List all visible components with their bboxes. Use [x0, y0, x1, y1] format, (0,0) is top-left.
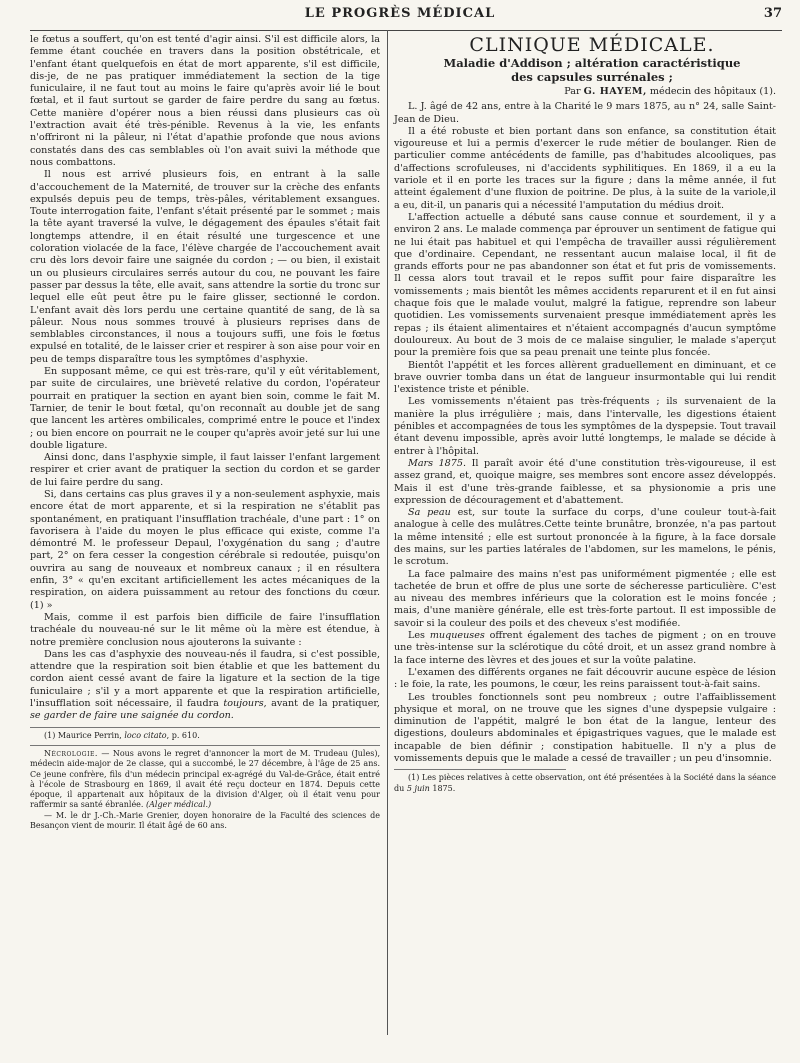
left-paragraph-2: Il nous est arrivé plusieurs fois, en entrant à la salle d'accouchement de la Maternité, de trouver sur la crèche des enfants expulsés depuis peu de temps, très-pâles, véritablement exsangues. Toute interrogation faite, l'enfant s'était présenté par le sommet ; mais la tête ayant traversé la vulve, le dégagement des épaules s'était fait longtemps attendre, il en était résulté une turgescence et une coloration violacée de la face, l'élève chargée de l'accouchement avait cru dès lors devoir faire une saignée du cordon ; — ou bien, il existait un ou plusieurs circulaires serrés autour du cou, ne pouvant les faire passer par dessus la tête, elle avait, sans attendre la sortie du tronc sur lequel elle eût peut être pu le faire glisser, sectionné le cordon. L'enfant avait dès lors perdu une certaine quantité de sang, de là sa pâleur. Nous nous sommes trouvé à plusieurs reprises dans de semblables circonstances, il nous a toujours suffi, une fois le fœtus expulsé en totalité, de le laisser crier et respirer à son aise pour voir en peu de temps disparaître tous les symptômes d'asphyxie. — [30, 169, 380, 365]
necrology-source: (Alger médical.) — [146, 800, 212, 810]
conclusion-mid: , avant de la pratiquer, — [263, 698, 380, 710]
necrology-entry-1 — [30, 749, 380, 811]
footnote-prefix: (1) Maurice Perrin, — [44, 730, 122, 740]
footnote-italic: loco citato — [124, 730, 167, 740]
right-paragraph-2: Il a été robuste et bien portant dans son enfance, sa constitution était vigoureuse et lui a permis d'exercer le rude métier de boulanger. Rien de particulier comme antécédents de famille, pas d'habitudes alcooliques, pas d'affections scrofuleuses, ni d'accidents syphilitiques. En 1869, il a eu la variole et il en porte les traces sur la figure ; dans la même année, il fut atteint également d'une fluxion de poitrine. De plus, à la suite de la variole,il a eu, dit-il, un panaris qui a nécessité l'amputation du médius droit. — [394, 125, 776, 211]
paragraph-6-text: Il paraît avoir été d'une constitution très-vigoureuse, il est assez grand, et, quoique maigre, ses membres sont encore assez développés. Mais il est d'une très-grande faiblesse, et sa physionomie a pris une expression de découragement et d'abattement. — [394, 457, 776, 506]
byline-prefix: Par — [564, 86, 581, 97]
byline-author: G. HAYEM, — [583, 86, 647, 97]
footnote-rule — [30, 727, 380, 728]
right-footnote-prefix: (1) Les pièces relatives à cette observation, ont été présentées à la Société dans la séance du — [394, 773, 776, 793]
conclusion-text: Dans les cas d'asphyxie des nouveau-nés il faudra, si c'est possible, attendre que la respiration soit bien établie et que les battement du cordon aient cessé avant de faire la ligature et la section de la tige funiculaire ; s'il y a mort apparente et que la respiration artificielle, l'insufflation soit nécessaire, il faudra — [30, 648, 380, 710]
byline-suffix: médecin des hôpitaux (1). — [649, 86, 776, 97]
left-conclusion — [30, 649, 380, 723]
paragraph-7-lead: Sa peau — [408, 507, 451, 519]
header-rule — [30, 30, 782, 31]
section-title: CLINIQUE MÉDICALE. — [469, 34, 715, 56]
right-footnote-date: 5 juin — [406, 783, 430, 793]
right-paragraph-7 — [394, 507, 776, 568]
page-header — [0, 6, 800, 26]
right-paragraph-3: L'affection actuelle a débuté sans cause connue et sourdement, il y a environ 2 ans. Le malade commença par éprouver un sentiment de fatigue qui ne lui était pas habituel et qui l'empêcha de travailler aussi régulièrement que d'ordinaire. Cependant, ne ressentant aucun malaise local, il fit de grands efforts pour ne pas abandonner son état et fut pris de vomissements. Il cessa alors tout travail et le repos suffit pour faire disparaître les vomissements ; mais bientôt les mêmes accidents reparurent et il en fut ainsi chaque fois que le malade voulut, malgré la fatigue, reprendre son labeur quotidien. Les vomissements survenaient presque immédiatement après les repas ; ils étaient alimentaires et n'étaient accompagnés d'aucun symptôme douloureux. Au bout de 3 mois de ce malaise singulier, le malade s'aperçut pour la première fois que sa peau prenait une teinte plus foncée. — [394, 211, 776, 359]
right-paragraph-4: Bientôt l'appétit et les forces allèrent graduellement en diminuant, et ce brave ouvrier tomba dans un état de langueur insurmontable qui lui rendit l'existence triste et pénible. — [394, 359, 776, 396]
necrology-label: Nécrologie. — [44, 748, 98, 758]
paragraph-6-lead: Mars 1875. — [408, 457, 467, 469]
conclusion-italic: se garder de faire une saignée du cordon. — [30, 710, 234, 722]
right-footnote-suffix: 1875. — [432, 783, 456, 793]
paragraph-9-pre: Les — [408, 630, 425, 642]
left-paragraph-1: le fœtus a souffert, qu'on est tenté d'agir ainsi. S'il est difficile alors, la femme étant couchée en travers dans la position obstétricale, et l'enfant étant quelquefois en état de mort apparente, s'il est difficile, dis-je, de ne pas pratiquer immédiatement la section de la tige funiculaire, il ne faut tout au moins le faire qu'après avoir lié le bout fœtal, et il faut surtout se garder de faire perdre du sang au fœtus. Cette manière d'opérer nous a bien réussi dans plusieurs cas où l'extraction avait été très-pénible. Revenus à la vie, les enfants n'offriront ni la pâleur, ni l'état d'apathie profonde que nous avions constatés dans des cas semblables où l'on avait suivi la méthode que nous combattons. — [30, 34, 380, 168]
left-paragraph-6: Mais, comme il est parfois bien difficile de faire l'insufflation trachéale du nouveau-né sur le lit même où la mère est étendue, à notre première conclusion nous ajouterons la suivante : — [30, 611, 380, 648]
right-paragraph-5: Les vomissements n'étaient pas très-fréquents ; ils survenaient de la manière la plus irrégulière ; mais, dans l'intervalle, les digestions étaient pénibles et accompagnées de tous les symptômes de la dyspepsie. Tout travail étant devenu impossible, après avoir lutté longtemps, le malade se décide à entrer à l'hôpital. — [394, 396, 776, 457]
right-footnote-rule — [394, 769, 566, 770]
right-paragraph-8: La face palmaire des mains n'est pas uniformément pigmentée ; elle est tachetée de brun et offre de plus une sorte de sécheresse particulière. C'est au niveau des membres inférieurs que la coloration est le moins foncée ; mais, d'une manière générale, elle est très-forte partout. Il est impossible de savoir si la couleur des poils et des cheveux s'est modifiée. — [394, 568, 776, 629]
left-paragraph-3: En supposant même, ce qui est très-rare, qu'il y eût véritablement, par suite de circulaires, une brièveté relative du cordon, l'opérateur pourrait en pratiquer la section en ayant bien soin, comme le fait M. Tarnier, de tenir le bout fœtal, qu'on reconnaît au double jet de sang que lancent les artères ombilicales, comprimé entre le pouce et l'index ; ou bien encore on pourrait ne le couper qu'après avoir jeté sur lui une double ligature. — [30, 366, 380, 451]
right-paragraph-1: L. J. âgé de 42 ans, entre à la Charité le 9 mars 1875, au n° 24, salle Saint-Jean de Dieu. — [394, 101, 776, 125]
column-divider — [387, 30, 388, 1035]
paragraph-9-lead: muqueuses — [429, 630, 485, 642]
left-footnote — [30, 731, 380, 741]
paragraph-9-text: offrent également des taches de pigment ; on en trouve une très-intense sur la sclérotique du côté droit, et un assez grand nombre à la face interne des lèvres et des joues et sur la voûte palatine. — [394, 630, 776, 666]
running-title: LE PROGRÈS MÉDICAL — [304, 6, 496, 21]
right-paragraph-9 — [394, 630, 776, 667]
necrology-text-1: — Nous avons le regret d'annoncer la mort de M. Trudeau (Jules), médecin aide-major de 2e classe, qui a succombé, le 27 décembre, à l'âge de 25 ans. Ce jeune confrère, fils d'un médecin principal ex-agrégé du Val-de-Grâce, était entré à l'école de Strasbourg en 1869, il avait été reçu docteur en 1874. Depuis cette époque, il appartenait aux hôpitaux de la division d'Alger, où il était venu pour raffermir sa santé ébranlée. — [30, 748, 380, 810]
footnote-suffix: , p. 610. — [166, 730, 200, 740]
left-paragraph-5: Si, dans certains cas plus graves il y a non-seulement asphyxie, mais encore état de mort apparente, et si la respiration ne s'établit pas spontanément, en pratiquant l'insufflation trachéale, d'une part : 1° on favorisera à l'aide du moyen le plus efficace qui existe, comme l'a démontré M. le professeur Depaul, l'oxygénation du sang ; d'autre part, 2° on fera cesser la congestion cérébrale si redoutée, puisqu'on ouvrira au sang de nouveaux et nombreux canaux ; il en résultera enfin, 3° « qu'en excitant artificiellement les actes mécaniques de la respiration, on aidera puissamment au retour des fonctions du cœur. (1) » — [30, 488, 380, 611]
right-paragraph-10: L'examen des différents organes ne fait découvrir aucune espèce de lésion : le foie, la rate, les poumons, le cœur, les reins paraissent tout-à-fait sains. — [394, 666, 776, 691]
page-number: 37 — [763, 6, 782, 21]
right-paragraph-6 — [394, 458, 776, 507]
left-paragraph-4: Ainsi donc, dans l'asphyxie simple, il faut laisser l'enfant largement respirer et crier avant de pratiquer la section du cordon et se garder de lui faire perdre du sang. — [30, 452, 380, 488]
byline — [394, 86, 776, 98]
right-footnote — [394, 773, 776, 794]
necrology-rule — [30, 745, 380, 746]
left-column — [30, 34, 380, 1043]
conclusion-toujours: toujours — [223, 698, 264, 710]
article-title-line-2: des capsules surrénales ; — [511, 70, 673, 84]
paragraph-7-text: est, sur toute la surface du corps, d'une couleur tout-à-fait analogue à celle des mulâtres.Cette teinte brunâtre, bronzée, n'a pas partout la même intensité ; elle est surtout prononcée à la figure, à la face dorsale des mains, sur les parties latérales de l'abdomen, sur les mamelons, le pénis, le scrotum. — [394, 507, 776, 568]
necrology-entry-2: — M. le dr J.-Ch.-Marie Grenier, doyen honoraire de la Faculté des sciences de Besançon vient de mourir. Il était âgé de 60 ans. — [30, 810, 380, 830]
right-paragraph-11: Les troubles fonctionnels sont peu nombreux ; outre l'affaiblissement physique et moral, on ne trouve que les signes d'une dyspepsie vulgaire : diminution de l'appétit, malgré le bon état de la langue, lenteur des digestions, douleurs abdominales et épigastriques vagues, que le malade est incapable de bien définir ; constipation habituelle. Il n'y a plus de vomissements depuis que le malade a cessé de travailler ; un peu d'insomnie. — [394, 691, 776, 765]
article-title-line-1: Maladie d'Addison ; altération caractéristique — [443, 56, 741, 70]
right-column — [394, 34, 776, 1043]
